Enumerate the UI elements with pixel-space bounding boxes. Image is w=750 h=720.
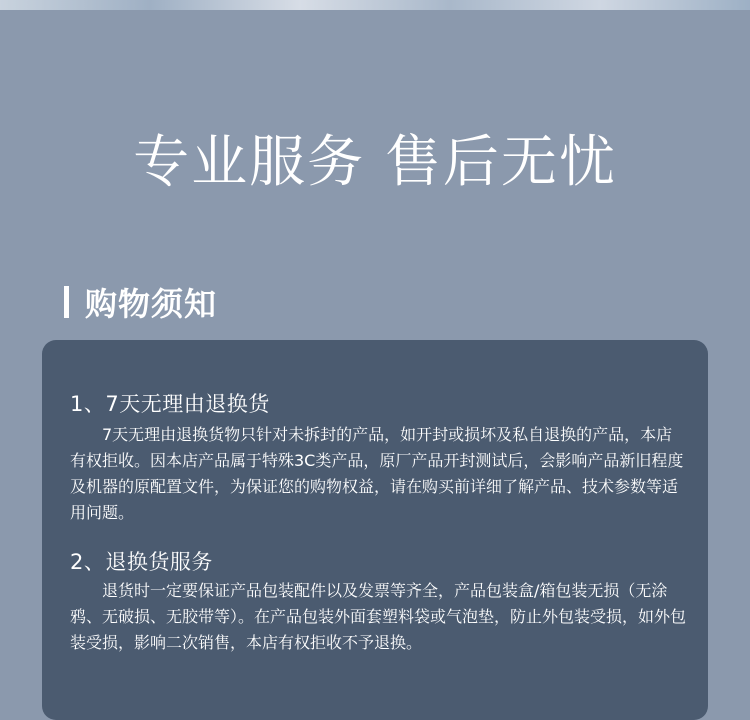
- notice-item-title-1: 1、7天无理由退换货: [70, 392, 270, 416]
- banner-title: 专业服务 售后无忧: [133, 130, 617, 195]
- notice-item-body-2: 退货时一定要保证产品包装配件以及发票等齐全，产品包装盒/箱包装无损（无涂鸦、无破损、无胶带等）。在产品包装外面套塑料袋或气泡垫，防止外包装受损，如外包装受损，影响二次销售，本店有权拒收不予退换。: [70, 581, 687, 652]
- notice-item-body-1: 7天无理由退换货物只针对未拆封的产品，如开封或损坏及私自退换的产品，本店有权拒收。因本店产品属于特殊3C类产品，原厂产品开封测试后，会影响产品新旧程度及机器的原配置文件，为保证您的购物权益，请在购买前详细了解产品、技术参数等适用问题。: [70, 425, 684, 522]
- section-title: 购物须知: [85, 285, 218, 323]
- section-header: [64, 284, 218, 323]
- top-banner-strip: [0, 0, 750, 10]
- section-accent-bar: [64, 286, 69, 318]
- notice-item-title-2: 2、退换货服务: [70, 550, 213, 574]
